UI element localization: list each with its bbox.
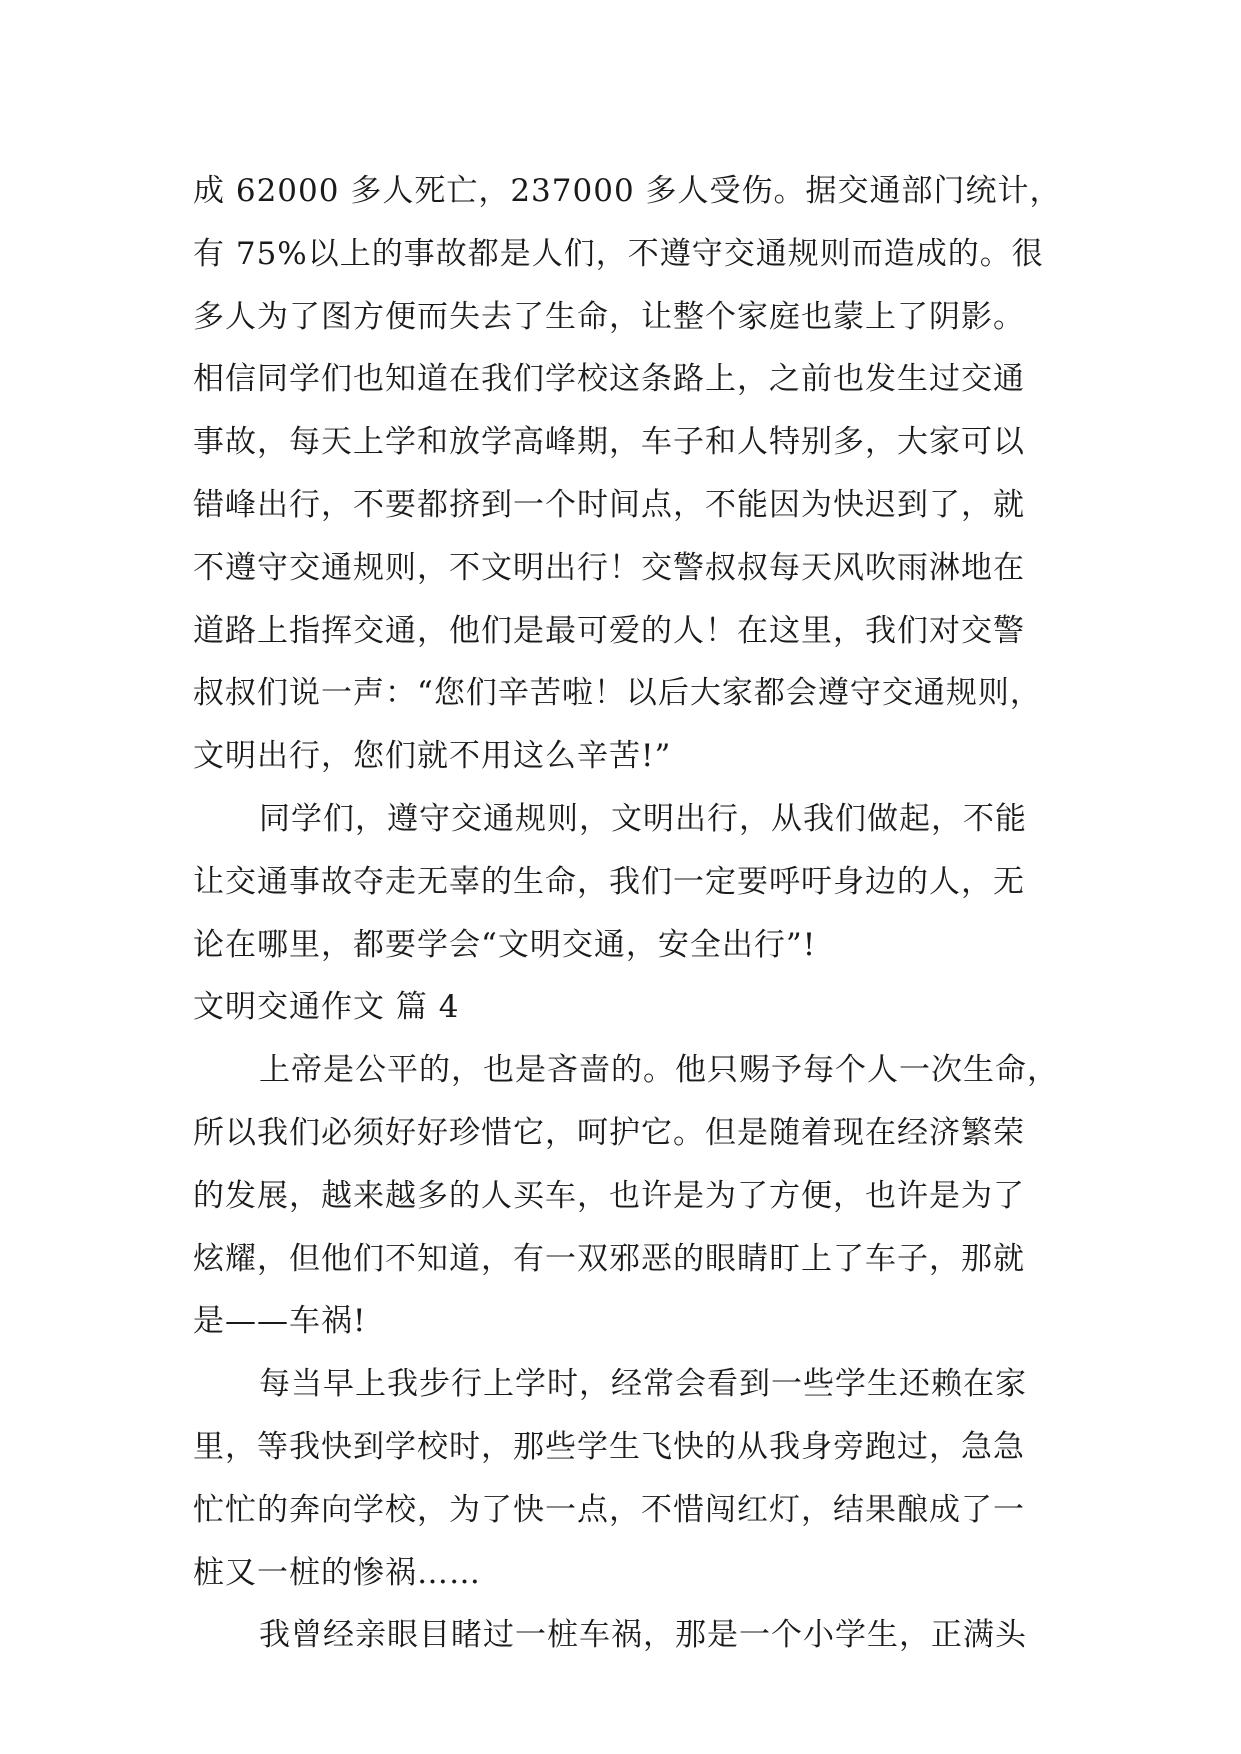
text-line: 炫耀，但他们不知道，有一双邪恶的眼睛盯上了车子，那就 bbox=[193, 1240, 1025, 1277]
text-line: 事故，每天上学和放学高峰期，车子和人特别多，大家可以 bbox=[193, 424, 1025, 461]
text-line: 不遵守交通规则，不文明出行！交警叔叔每天风吹雨淋地在 bbox=[193, 549, 1025, 586]
text-line: 论在哪里，都要学会“文明交通，安全出行”! bbox=[193, 926, 817, 963]
paragraph-start-line: 我曾经亲眼目睹过一桩车祸，那是一个小学生，正满头 bbox=[259, 1617, 1027, 1654]
text-line: 让交通事故夺走无辜的生命，我们一定要呼吁身边的人，无 bbox=[193, 863, 1025, 900]
text-line: 的发展，越来越多的人买车，也许是为了方便，也许是为了 bbox=[193, 1177, 1025, 1214]
text-line: 成 62000 多人死亡，237000 多人受伤。据交通部门统计， bbox=[193, 173, 1062, 209]
text-line: 叔叔们说一声：“您们辛苦啦！以后大家都会遵守交通规则， bbox=[193, 675, 1042, 712]
text-line: 错峰出行，不要都挤到一个时间点，不能因为快迟到了，就 bbox=[193, 486, 1025, 523]
text-line: 有 75%以上的事故都是人们，不遵守交通规则而造成的。很 bbox=[193, 235, 1044, 272]
text-line: 里，等我快到学校时，那些学生飞快的从我身旁跑过，急急 bbox=[193, 1428, 1025, 1465]
text-line: 多人为了图方便而失去了生命，让整个家庭也蒙上了阴影。 bbox=[193, 298, 1025, 335]
text-line: 道路上指挥交通，他们是最可爱的人！在这里，我们对交警 bbox=[193, 612, 1025, 649]
paragraph-start-line: 每当早上我步行上学时，经常会看到一些学生还赖在家 bbox=[259, 1366, 1027, 1403]
document-body bbox=[193, 160, 1073, 1667]
section-heading: 文明交通作文 篇 4 bbox=[193, 989, 460, 1026]
paragraph-start-line: 同学们，遵守交通规则，文明出行，从我们做起，不能 bbox=[259, 800, 1027, 837]
text-line: 是——车祸! bbox=[193, 1303, 367, 1340]
text-line: 文明出行，您们就不用这么辛苦!” bbox=[193, 738, 672, 775]
paragraph-start-line: 上帝是公平的，也是吝啬的。他只赐予每个人一次生命， bbox=[259, 1052, 1059, 1089]
text-line: 忙忙的奔向学校，为了快一点，不惜闯红灯，结果酿成了一 bbox=[193, 1491, 1025, 1528]
text-line: 桩又一桩的惨祸…… bbox=[193, 1554, 481, 1591]
text-line: 相信同学们也知道在我们学校这条路上，之前也发生过交通 bbox=[193, 361, 1025, 398]
text-line: 所以我们必须好好珍惜它，呵护它。但是随着现在经济繁荣 bbox=[193, 1114, 1025, 1151]
